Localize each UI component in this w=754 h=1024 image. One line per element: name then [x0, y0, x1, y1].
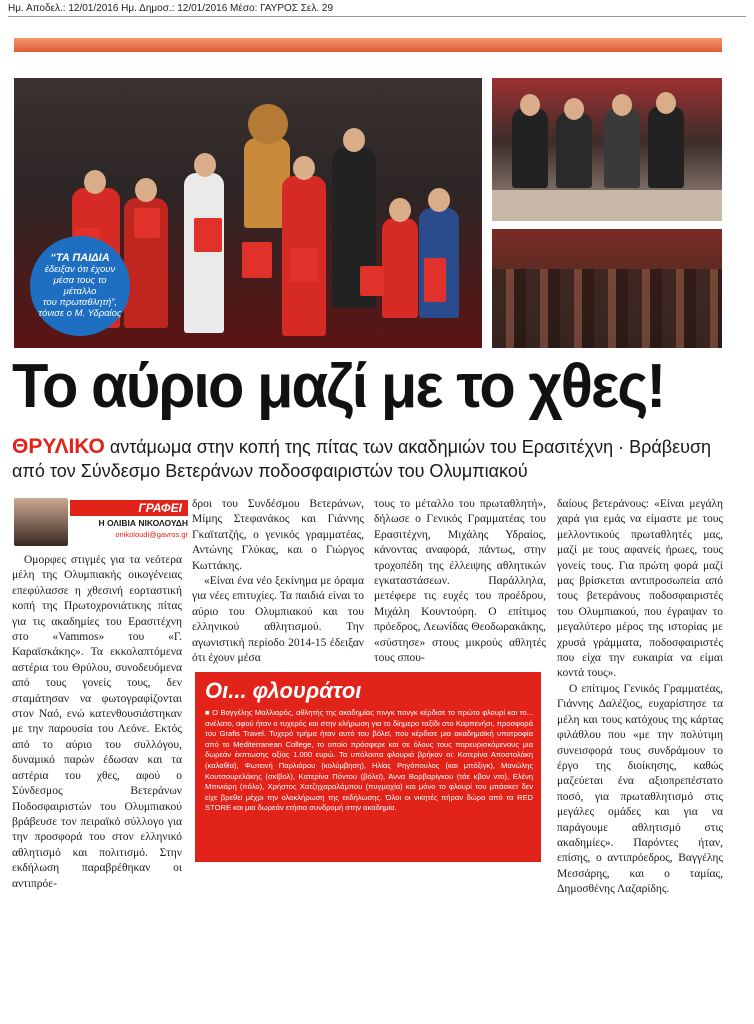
quote-line-3: μέσα τους το μέταλλο [53, 275, 107, 297]
article-column-1 [12, 553, 182, 892]
quote-line-2: έδειξαν ότι έχουν [44, 264, 116, 275]
subhead-text: αντάμωμα στην κοπή της πίτας των ακαδημιών του Ερασιτέχνη · Βράβευση από τον Σύνδεσμο Βετεράνων ποδοσφαιριστών του Ολυμπιακού [12, 437, 712, 481]
box-body: ■ Ο Βαγγέλης Μαλλιαρός, αθλητής της ακαδημίας πινγκ πονγκ κέρδισε το πρώτο φλουρί και το... ανέλατο, αφού ήταν ο τυχερός και στην κλήρωση για το δίημερο ταξίδι στο Καρπενήσι, προσφορά του Grafis Travel. Τυχερό τμήμα ήταν αυτό του βόλεϊ, που κέρδισε μια ακαδημαϊκή υποτροφία από το Mediterranean College, το οποίο πρόσφερε και σε όλους τους παρευρισκόμενους μια δωρεάν έκπτωσης αξίας 1.000 ευρώ. Τα υπόλοιπα φλουριά βρήκαν οι: Κατερίνα Αποστολάκη (καλαθία), Φωτεινή Παρλιάρου (κολύμβηση), Ηλίας Ρηγόπουλος (και μπόξιγκ), Μανώλης Κουτσουρελάκης (σκίβολ), Κατερίνα Πόντου (βόλεϊ), Άννα Βορβαρίγκου (τάε κβον ντο), Ελένη Μπινιάρη (πόλο), Χρήστος Χατζηχαραλάμπου (πυγμαχία) και μόνο το φλουρί του μπάσκετ δεν είχε βρεθεί μέχρι την ολοκλήρωση της εκδήλωσης. Όλοι οι νικητές πήραν δώρα από τα RED STORE και μια δωρεάν ετήσια συνδρομή στην ακαδημία. [205, 708, 533, 813]
photo-crowd [492, 229, 722, 348]
top-color-band [14, 38, 722, 52]
meta-divider [8, 16, 746, 17]
paragraph: δροι του Συνδέσμου Βετεράνων, Μίμης Στεφανάκος και Γιάννης Γκαϊτατζής, ο γενικός γραμματέας, Αντώνης Γλύκας, και ο Γιώργος Κωττάκης. [192, 498, 364, 572]
author-email: onikoloudi@gavros.gr [115, 530, 188, 539]
sidebar-box-winners [195, 672, 541, 862]
author-box [12, 498, 188, 546]
author-photo [14, 498, 68, 546]
box-title: Οι... φλουράτοι [205, 678, 362, 703]
paragraph: Ο επίτιμος Γενικός Γραμματέας, Γιάννης Δαλέζιος, ευχαρίστησε τα μέλη και τους κατόχους της κάρτας φιλάθλου που «με την πολύτιμη συνεισφορά τους συνδράμουν το έργο της διοίκησης, καθώς μαζεύεται ένα αξιοπρεπέστατο ποσό, για πρωταθλητισμό στις μεγάλες ομάδες και για να παράγουμε αθλητισμό στις ακαδημίες». Παρόντες ήταν, επίσης, ο αντιπρόεδρος, Βαγγέλης Μεσσάρης, και ο ταμίας, Δημοσθένης Λαζαρίδης. [557, 682, 723, 896]
headline: Το αύριο μαζί με το χθες! [12, 352, 665, 421]
paragraph: Ομορφες στιγμές για τα νεότερα μέλη της Ολυμπιακής οικογένειας επεφύλασσε η χθεσινή εορταστική κοπή της Πρωτοχρονιάτικης πίτας για τις ακαδημίες του Ερασιτέχνη στο «Vammos» του «Γ. Καραϊσκάκης». Τα εκκολαπτόμενα αστέρια του Θρύλου, συνοδευόμενα από τους γονείς τους, δεν σταμάτησαν να φωτογραφίζονται στον Ναό, ενώ κατενθουσιάστηκαν με την παρουσία του Λεόνε. Εκτός από το αύριο του συλλόγου, δυναμικό παρών έδωσαν και τα αστέρια του χθες, αφού ο Σύνδεσμος Βετεράνων Ποδοσφαιριστών του Ολυμπιακού βράβευσε τον πειραϊκό σύλλογο για την προσφορά του στον ελληνικό αθλητισμό και πολιτισμό. Στην εκδήλωση παραβρέθηκαν οι αντιπρόε- [12, 554, 182, 890]
quote-line-1: “ΤΑ ΠΑΙΔΙΑ [50, 252, 110, 264]
subheadline [12, 435, 728, 483]
quote-badge [30, 236, 130, 336]
clipping-meta: Ημ. Αποδελ.: 12/01/2016 Ημ. Δημοσ.: 12/01/2016 Μέσο: ΓΑΥΡΟΣ Σελ. 29 [8, 3, 334, 14]
subhead-kicker: ΘΡΥΛΙΚΟ [12, 435, 105, 458]
paragraph: τους το μέταλλο του πρωταθλητή», δήλωσε ο Γενικός Γραμματέας του Ερασιτέχνη, Μιχάλης Υδραίος, κάνοντας αναφορά, πάντως, στην τροχοπέδη της έλλειψης αθλητικών εγκαταστάσεων. Παράλληλα, μετέφερε τις ευχές του προέδρου, Μιχάλη Κουντούρη. Ο επίτιμος πρόεδρος, Λεωνίδας Θεοδωρακάκης, «σύστησε» στους μικρούς αθλητές τους σπου- [374, 498, 546, 665]
article-column-3 [374, 497, 546, 666]
quote-line-4: του πρωταθλητή”, [42, 297, 118, 308]
author-name: Η ΟΛΙΒΙΑ ΝΙΚΟΛΟΥΔΗ [98, 518, 188, 528]
author-tag: ΓΡΑΦΕΙ [70, 500, 188, 516]
quote-line-5: τόνισε ο Μ. Υδραίος [38, 308, 122, 319]
article-column-2 [192, 497, 364, 666]
paragraph: «Είναι ένα νέο ξεκίνημα με όραμα για νέες επιτυχίες. Τα παιδιά είναι το αύριο του Ολυμπιακού και του ελληνικού αθλητισμού. Την αγωνιστική περίοδο 2014-15 έδειξαν ότι έχουν μέσα [192, 575, 364, 665]
article-column-4 [557, 497, 723, 898]
photo-veterans-table [492, 78, 722, 221]
paragraph: δαίους βετεράνους: «Είναι μεγάλη χαρά για εμάς να είμαστε με τους μελλοντικούς πρωταθλητές μας, μαζί με τους αφανείς ήρωες, τους γονείς τους. Για πρώτη φορά μαζί μας βρίσκεται αντιπροσωπεία από τους βετεράνους ποδοσφαιριστές του Ολυμπιακού, που έγραψαν το μεγαλύτερο μέρος της ιστορίας με χρυσά γράμματα, ποδοσφαιριστές που είχα την ευκαιρία να είμαι κοντά τους». [557, 498, 723, 680]
